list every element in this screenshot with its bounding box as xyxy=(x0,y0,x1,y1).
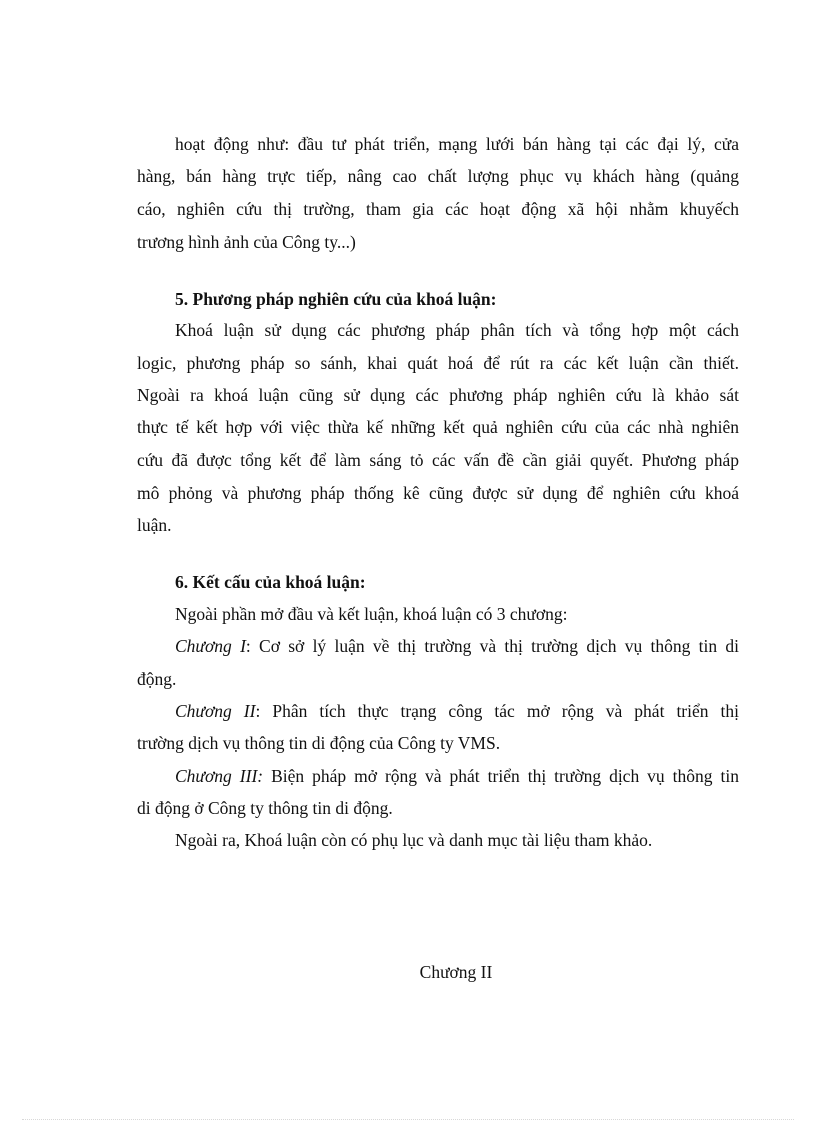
section-6-heading: 6. Kết cấu của khoá luận: xyxy=(175,572,366,592)
chapter-2-continuation: trường dịch vụ thông tin di động của Công ty VMS. xyxy=(137,733,501,753)
chapter-1-text: : Cơ sở lý luận về thị trường và thị trường dịch vụ thông tin di xyxy=(245,636,739,656)
intro-line-4: trương hình ảnh của Công ty...) xyxy=(137,232,356,252)
section-5-line-4: thực tế kết hợp với việc thừa kế những kết quả nghiên cứu của các nhà nghiên xyxy=(137,417,739,437)
chapter-3-text: Biện pháp mở rộng và phát triển thị trường dịch vụ thông tin xyxy=(263,766,739,786)
chapter-1-continuation: động. xyxy=(137,669,177,689)
section-5-heading: 5. Phương pháp nghiên cứu của khoá luận: xyxy=(175,289,497,309)
chapter-2-line xyxy=(175,701,739,721)
chapter-1-line xyxy=(175,636,739,656)
section-5-line-2: logic, phương pháp so sánh, khai quát hoá để rút ra các kết luận cần thiết. xyxy=(137,353,739,373)
intro-line-3: cáo, nghiên cứu thị trường, tham gia các hoạt động xã hội nhằm khuyếch xyxy=(137,199,739,219)
chapter-2-text: : Phân tích thực trạng công tác mở rộng và phát triển thị xyxy=(255,701,739,721)
page-bottom-rule xyxy=(22,1119,794,1120)
section-5-line-5: cứu đã được tổng kết để làm sáng tỏ các vấn đề cần giải quyết. Phương pháp xyxy=(137,450,739,470)
chapter-1-label: Chương I xyxy=(175,636,246,656)
section-6-outro: Ngoài ra, Khoá luận còn có phụ lục và danh mục tài liệu tham khảo. xyxy=(175,830,653,850)
section-5-line-7: luận. xyxy=(137,515,172,535)
section-5-line-3: Ngoài ra khoá luận cũng sử dụng các phương pháp nghiên cứu là khảo sát xyxy=(137,385,739,405)
section-5-line-6: mô phỏng và phương pháp thống kê cũng được sử dụng để nghiên cứu khoá xyxy=(137,483,739,503)
section-5-line-1: Khoá luận sử dụng các phương pháp phân tích và tổng hợp một cách xyxy=(175,320,739,340)
chapter-3-line xyxy=(175,766,739,786)
intro-line-2: hàng, bán hàng trực tiếp, nâng cao chất lượng phục vụ khách hàng (quảng xyxy=(137,166,739,186)
section-6-intro: Ngoài phần mở đầu và kết luận, khoá luận có 3 chương: xyxy=(175,604,568,624)
chapter-2-label: Chương II xyxy=(175,701,256,721)
chapter-3-continuation: di động ở Công ty thông tin di động. xyxy=(137,798,393,818)
chapter-title: Chương II xyxy=(419,962,493,982)
chapter-3-label: Chương III: xyxy=(175,766,264,786)
intro-line-1: hoạt động như: đầu tư phát triển, mạng lưới bán hàng tại các đại lý, cửa xyxy=(175,134,739,154)
